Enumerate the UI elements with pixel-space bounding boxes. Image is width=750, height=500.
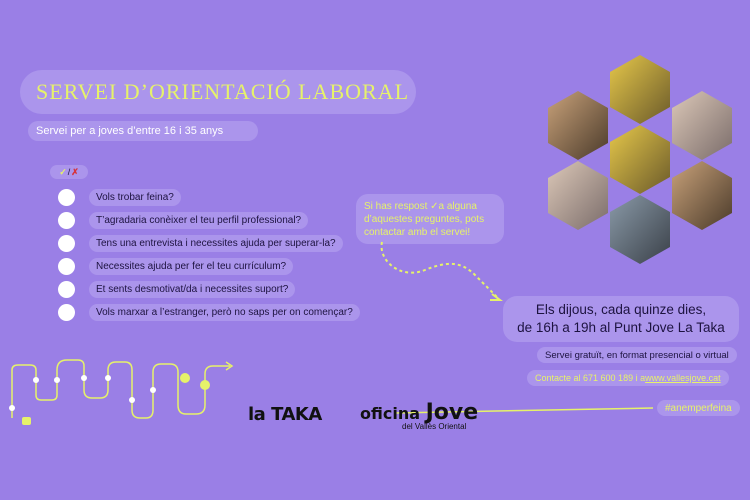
contact-info <box>527 370 729 386</box>
question-row <box>58 233 343 253</box>
question-text: Vols marxar a l’estranger, però no saps per on començar? <box>89 304 360 321</box>
callout-bubble <box>356 194 504 244</box>
schedule-box <box>503 296 739 342</box>
photo-laptop <box>548 161 608 230</box>
service-format: Servei gratuït, en format presencial o virtual <box>537 347 737 363</box>
photo-shop <box>548 91 608 160</box>
schedule-line: de 16h a 19h al Punt Jove La Taka <box>517 320 725 335</box>
question-text: Et sents desmotivat/da i necessites suport? <box>89 281 295 298</box>
website-link[interactable]: www.vallesjove.cat <box>645 373 721 383</box>
answer-checkbox[interactable] <box>58 304 75 321</box>
question-row <box>58 256 293 276</box>
callout-line: d’aquestes preguntes, pots <box>364 214 485 225</box>
question-text: T’agradaria conèixer el teu perfil professional? <box>89 212 308 229</box>
oficina-jove-logo <box>360 400 478 431</box>
answer-checkbox[interactable] <box>58 258 75 275</box>
oficina-subtitle: del Vallès Oriental <box>402 422 467 431</box>
career-path-icon <box>0 350 245 430</box>
photo-students <box>672 161 732 230</box>
question-row <box>58 210 308 230</box>
question-row <box>58 302 360 322</box>
page-title: SERVEI D’ORIENTACIÓ LABORAL <box>36 79 410 104</box>
answer-checkbox[interactable] <box>58 212 75 229</box>
oficina-text: oficina <box>360 404 421 423</box>
cross-icon: ✗ <box>71 166 79 177</box>
title-banner <box>20 70 416 114</box>
callout-line: contactar amb el servei! <box>364 227 471 238</box>
photo-collage <box>540 55 740 265</box>
jove-text: Jove <box>425 400 479 425</box>
check-icon: ✓ <box>59 166 67 177</box>
dotted-arrow-icon <box>370 240 510 305</box>
answer-checkbox[interactable] <box>58 281 75 298</box>
photo-mechanic <box>610 195 670 264</box>
question-text: Vols trobar feina? <box>89 189 181 206</box>
answer-checkbox[interactable] <box>58 189 75 206</box>
photo-warehouse <box>610 125 670 194</box>
schedule-line: Els dijous, cada quinze dies, <box>535 302 707 317</box>
photo-writing <box>672 91 732 160</box>
question-text: Tens una entrevista i necessites ajuda per superar-la? <box>89 235 343 252</box>
callout-line: Si has respost ✓a alguna <box>364 201 477 212</box>
contact-text: Contacte al 671 600 189 i a <box>535 373 646 383</box>
legend-separator: / <box>67 167 71 177</box>
question-row <box>58 187 181 207</box>
answer-checkbox[interactable] <box>58 235 75 252</box>
hashtag: #anemperfeina <box>657 400 740 416</box>
question-row <box>58 279 295 299</box>
answer-legend <box>50 165 88 179</box>
subtitle: Servei per a joves d’entre 16 i 35 anys <box>28 121 258 141</box>
photo-firefighter <box>610 55 670 124</box>
question-text: Necessites ajuda per fer el teu currículum? <box>89 258 293 275</box>
la-taka-logo: la TAKA <box>248 404 322 425</box>
